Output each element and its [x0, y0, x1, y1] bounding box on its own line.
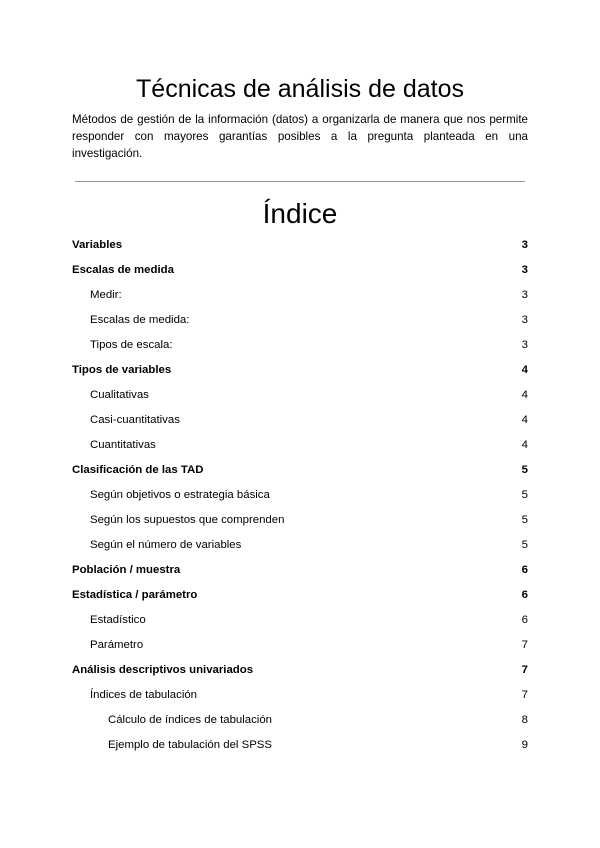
toc-entry[interactable] — [72, 232, 528, 257]
toc-entry[interactable] — [72, 507, 528, 532]
toc-entry-page: 3 — [521, 313, 528, 326]
toc-entry-label: Índices de tabulación — [90, 688, 198, 701]
toc-entry[interactable] — [72, 257, 528, 282]
toc-entry[interactable] — [72, 332, 528, 357]
toc-entry[interactable] — [72, 682, 528, 707]
toc-entry-label: Cuantitativas — [90, 438, 156, 451]
toc-entry-label: Escalas de medida — [72, 263, 174, 276]
intro-paragraph: Métodos de gestión de la información (datos) a organizarla de manera que nos permite responder con mayores garantías posibles a la pregunta planteada en una investigación. — [72, 113, 528, 160]
toc-entry[interactable] — [72, 607, 528, 632]
toc-entry-page: 5 — [521, 513, 528, 526]
toc-entry-page: 7 — [521, 638, 528, 651]
toc-entry-page: 4 — [521, 413, 528, 426]
toc-entry[interactable] — [72, 657, 528, 682]
toc-entry-label: Tipos de variables — [72, 363, 172, 376]
toc-entry-label: Ejemplo de tabulación del SPSS — [108, 738, 273, 751]
toc-entry[interactable] — [72, 432, 528, 457]
toc-entry-label: Cualitativas — [90, 388, 149, 401]
toc-entry-label: Estadístico — [90, 613, 146, 626]
toc-entry-page: 3 — [521, 238, 528, 251]
toc-entry-page: 4 — [521, 388, 528, 401]
divider — [75, 181, 525, 182]
toc-entry[interactable] — [72, 732, 528, 757]
toc-entry[interactable] — [72, 382, 528, 407]
toc-entry-label: Cálculo de índices de tabulación — [108, 713, 273, 726]
toc-entry-label: Casi-cuantitativas — [90, 413, 180, 426]
toc-entry[interactable] — [72, 307, 528, 332]
toc-entry-label: Según el número de variables — [90, 538, 242, 551]
toc-entry[interactable] — [72, 457, 528, 482]
toc-entry-label: Escalas de medida: — [90, 313, 190, 326]
toc-entry-label: Según objetivos o estrategia básica — [90, 488, 270, 501]
toc-entry[interactable] — [72, 582, 528, 607]
toc-entry-label: Análisis descriptivos univariados — [72, 663, 254, 676]
toc-entry[interactable] — [72, 557, 528, 582]
toc-entry[interactable] — [72, 282, 528, 307]
toc-entry[interactable] — [72, 532, 528, 557]
toc-entry-label: Tipos de escala: — [90, 338, 173, 351]
toc-entry-page: 8 — [521, 713, 528, 726]
toc-entry[interactable] — [72, 357, 528, 382]
toc-entry-label: Según los supuestos que comprenden — [90, 513, 285, 526]
toc-entry-page: 5 — [521, 463, 528, 476]
document-title: Técnicas de análisis de datos — [136, 75, 464, 103]
toc-entry-page: 6 — [521, 588, 528, 601]
toc-entry-label: Parámetro — [90, 638, 144, 651]
toc-entry[interactable] — [72, 707, 528, 732]
toc-heading: Índice — [262, 198, 338, 229]
toc-entry-page: 6 — [521, 613, 528, 626]
toc-entry-page: 5 — [521, 538, 528, 551]
table-of-contents — [72, 232, 528, 757]
toc-entry-page: 3 — [521, 338, 528, 351]
toc-entry-label: Medir: — [90, 288, 122, 301]
toc-entry-page: 9 — [521, 738, 528, 751]
toc-entry-page: 4 — [521, 438, 528, 451]
toc-entry-page: 3 — [521, 288, 528, 301]
toc-entry-page: 4 — [521, 363, 528, 376]
toc-entry-page: 6 — [521, 563, 528, 576]
toc-entry-page: 7 — [521, 688, 528, 701]
toc-entry-page: 3 — [521, 263, 528, 276]
toc-entry-label: Clasificación de las TAD — [72, 463, 204, 476]
toc-entry-label: Población / muestra — [72, 563, 181, 576]
toc-entry-label: Variables — [72, 238, 123, 251]
toc-entry[interactable] — [72, 482, 528, 507]
toc-entry-page: 5 — [521, 488, 528, 501]
toc-entry[interactable] — [72, 632, 528, 657]
toc-entry[interactable] — [72, 407, 528, 432]
toc-entry-page: 7 — [521, 663, 528, 676]
toc-entry-label: Estadística / parámetro — [72, 588, 198, 601]
